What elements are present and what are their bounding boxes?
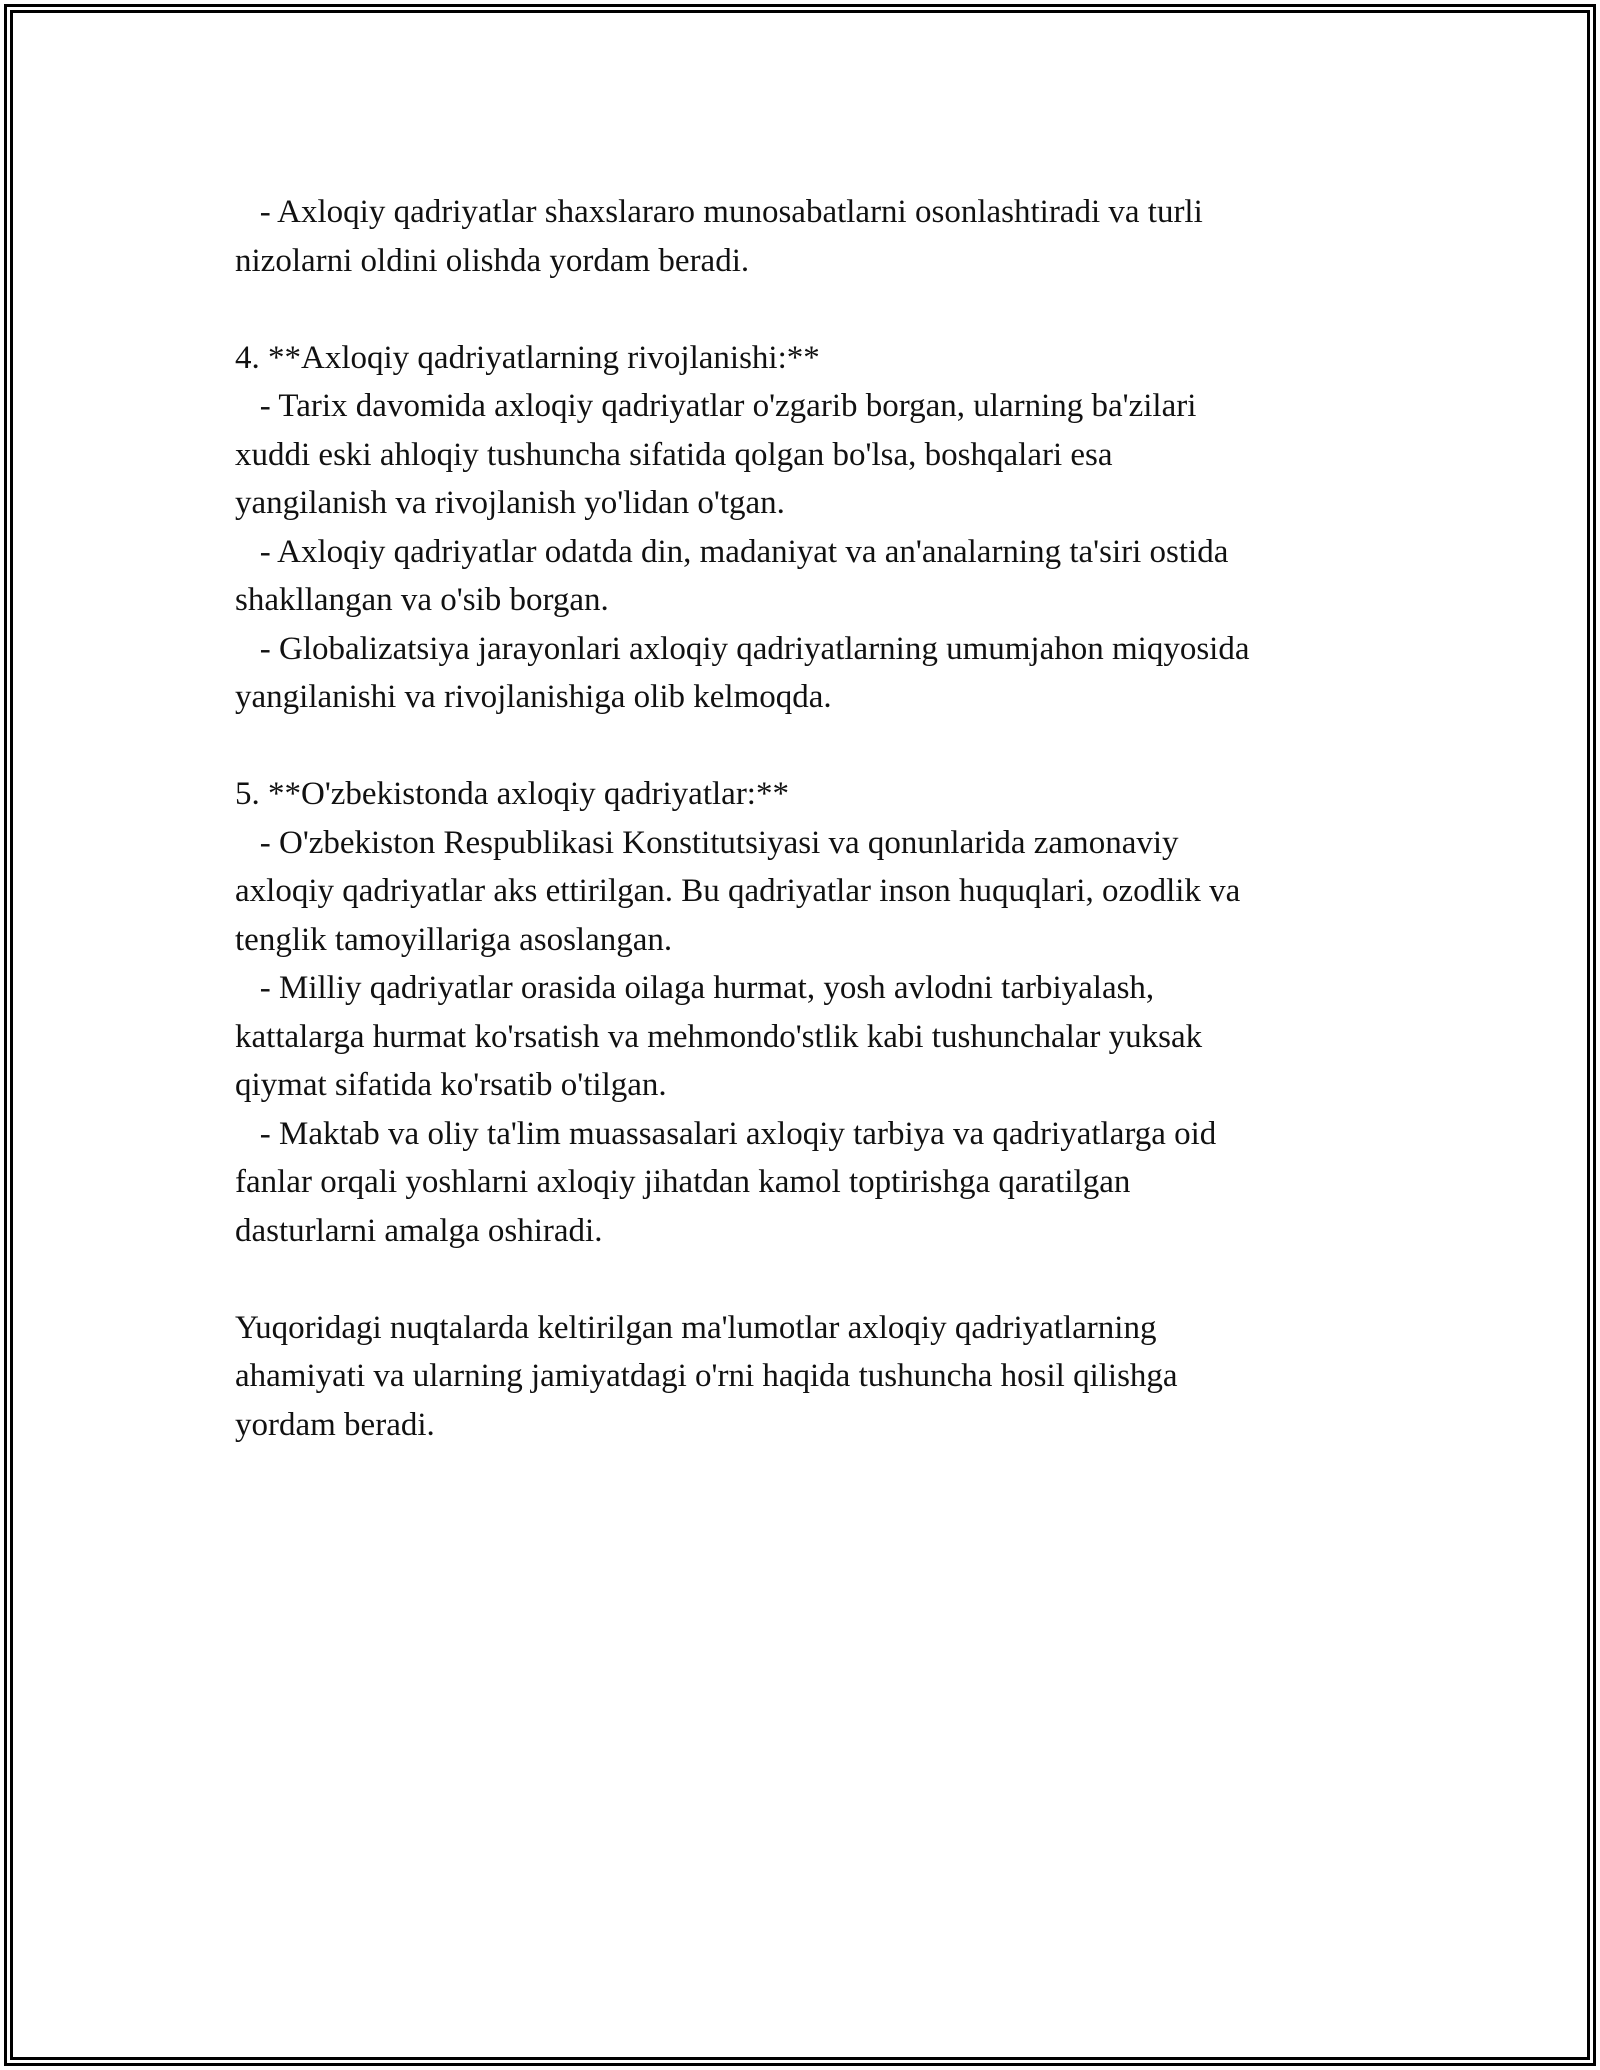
text-line: ahamiyati va ularning jamiyatdagi o'rni haqida tushuncha hosil qilishga <box>235 1358 1178 1394</box>
text-line: Yuqoridagi nuqtalarda keltirilgan ma'lumotlar axloqiy qadriyatlarning <box>235 1309 1157 1346</box>
text-line: - Tarix davomida axloqiy qadriyatlar o'zgarib borgan, ularning ba'zilari <box>235 388 1197 424</box>
text-line: kattalarga hurmat ko'rsatish va mehmondo'stlik kabi tushunchalar yuksak <box>235 1018 1203 1055</box>
text-line: axloqiy qadriyatlar aks ettirilgan. Bu qadriyatlar inson huquqlari, ozodlik va <box>235 873 1241 909</box>
paragraph-spacer <box>235 722 1415 771</box>
paragraph-spacer <box>235 285 1415 334</box>
conclusion-paragraph <box>235 1304 1415 1450</box>
text-line: - Maktab va oliy ta'lim muassasalari axloqiy tarbiya va qadriyatlarga oid <box>235 1115 1217 1152</box>
paragraph-continuation <box>235 188 1415 285</box>
section-5 <box>235 770 1415 1255</box>
section-4 <box>235 334 1415 722</box>
text-line: yangilanish va rivojlanish yo'lidan o'tgan. <box>235 485 785 521</box>
text-line: qiymat sifatida ko'rsatib o'tilgan. <box>235 1067 667 1103</box>
text-line: dasturlarni amalga oshiradi. <box>235 1212 603 1249</box>
text-line: fanlar orqali yoshlarni axloqiy jihatdan kamol toptirishga qaratilgan <box>235 1164 1131 1200</box>
text-line: tenglik tamoyillariga asoslangan. <box>235 921 673 958</box>
text-line: - Axloqiy qadriyatlar shaxslararo munosabatlarni osonlashtiradi va turli <box>235 194 1203 230</box>
text-line: - O'zbekiston Respublikasi Konstitutsiyasi va qonunlarida zamonaviy <box>235 824 1179 861</box>
text-line: nizolarni oldini olishda yordam beradi. <box>235 242 750 279</box>
section-heading: 5. **O'zbekistonda axloqiy qadriyatlar:** <box>235 776 789 812</box>
text-line: - Milliy qadriyatlar orasida oilaga hurmat, yosh avlodni tarbiyalash, <box>235 970 1155 1006</box>
text-line: xuddi eski ahloqiy tushuncha sifatida qolgan bo'lsa, boshqalari esa <box>235 436 1113 473</box>
text-line: yangilanishi va rivojlanishiga olib kelmoqda. <box>235 679 832 715</box>
document-body <box>235 188 1415 1449</box>
paragraph-spacer <box>235 1255 1415 1304</box>
text-line: - Axloqiy qadriyatlar odatda din, madaniyat va an'analarning ta'siri ostida <box>235 533 1229 570</box>
text-line: yordam beradi. <box>235 1406 435 1443</box>
text-line: shakllangan va o'sib borgan. <box>235 582 609 618</box>
section-heading: 4. **Axloqiy qadriyatlarning rivojlanishi:** <box>235 339 820 376</box>
text-line: - Globalizatsiya jarayonlari axloqiy qadriyatlarning umumjahon miqyosida <box>235 630 1250 667</box>
